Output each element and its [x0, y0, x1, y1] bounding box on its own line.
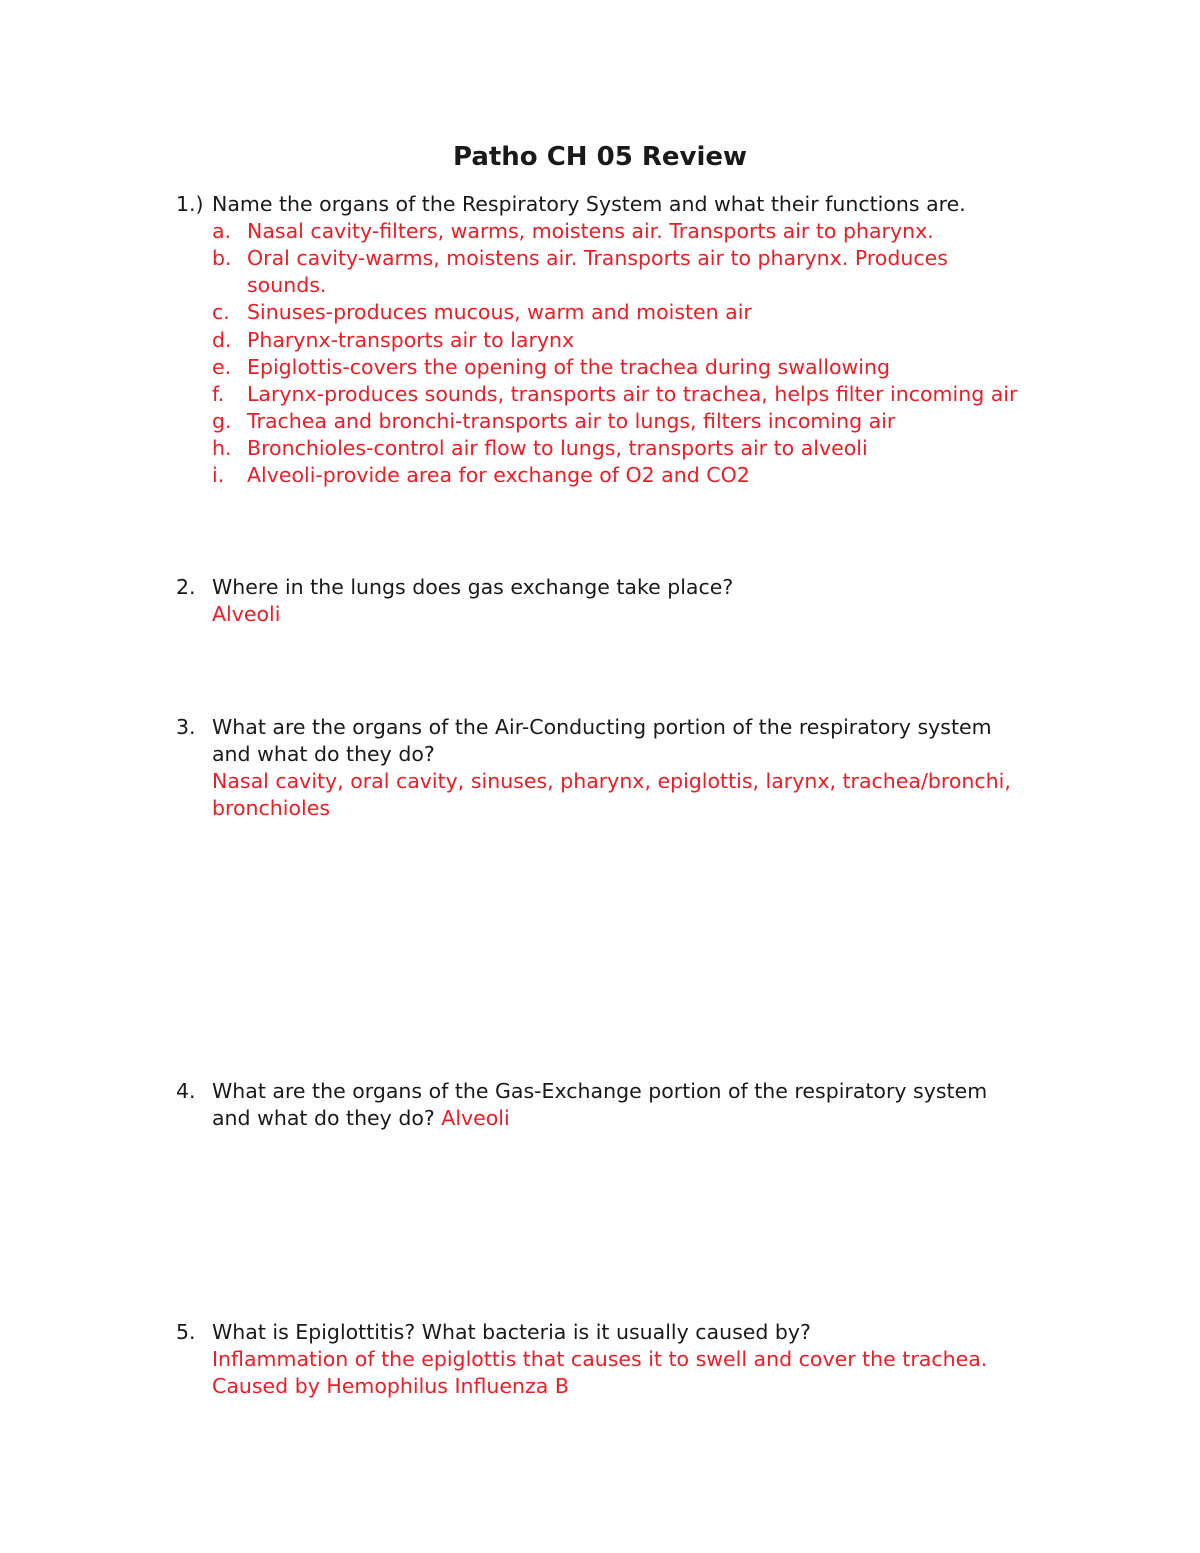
answer-text: Inflammation of the epiglottis that causes it to swell and cover the trachea.: [212, 1347, 988, 1371]
answer-text-continued: Caused by Hemophilus Influenza B: [212, 1374, 569, 1398]
list-marker: i.: [212, 463, 225, 487]
list-marker: h.: [212, 436, 232, 460]
list-marker: b.: [212, 246, 232, 270]
answer-text: Epiglottis-covers the opening of the trachea during swallowing: [247, 355, 890, 379]
answer-text: Pharynx-transports air to larynx: [247, 328, 575, 352]
answer-text: Alveoli-provide area for exchange of O2 and CO2: [247, 463, 750, 487]
question-text-continued: and what do they do?: [212, 1106, 435, 1130]
question-number: 5.: [176, 1320, 196, 1344]
answer-text: Trachea and bronchi-transports air to lungs, filters incoming air: [247, 409, 896, 433]
question-number: 3.: [176, 715, 196, 739]
answer-text: Alveoli: [441, 1106, 510, 1130]
question-text: Where in the lungs does gas exchange take place?: [212, 575, 734, 599]
question-number: 2.: [176, 575, 196, 599]
question-number: 4.: [176, 1079, 196, 1103]
page-title: Patho CH 05 Review: [452, 142, 748, 172]
list-marker: f.: [212, 382, 225, 406]
answer-text: Oral cavity-warms, moistens air. Transports air to pharynx. Produces: [247, 246, 948, 270]
answer-text: Larynx-produces sounds, transports air to trachea, helps filter incoming air: [247, 382, 1018, 406]
question-text: What is Epiglottitis? What bacteria is it usually caused by?: [212, 1320, 811, 1344]
list-marker: a.: [212, 219, 232, 243]
answer-text: Alveoli: [212, 602, 281, 626]
question-text-with-answer: [212, 1105, 510, 1132]
question-text-continued: and what do they do?: [212, 742, 435, 766]
answer-text: Sinuses-produces mucous, warm and moisten air: [247, 300, 752, 324]
list-marker: g.: [212, 409, 232, 433]
answer-text-continued: sounds.: [247, 273, 327, 297]
question-text: Name the organs of the Respiratory System and what their functions are.: [212, 192, 966, 216]
list-marker: c.: [212, 300, 230, 324]
answer-text-continued: bronchioles: [212, 796, 331, 820]
answer-text: Bronchioles-control air flow to lungs, transports air to alveoli: [247, 436, 868, 460]
question-text: What are the organs of the Air-Conducting portion of the respiratory system: [212, 715, 992, 739]
answer-text: Nasal cavity, oral cavity, sinuses, pharynx, epiglottis, larynx, trachea/bronchi,: [212, 769, 1011, 793]
list-marker: d.: [212, 328, 232, 352]
question-number: 1.): [176, 192, 204, 216]
question-text: What are the organs of the Gas-Exchange portion of the respiratory system: [212, 1079, 988, 1103]
answer-text: Nasal cavity-filters, warms, moistens air. Transports air to pharynx.: [247, 219, 934, 243]
list-marker: e.: [212, 355, 232, 379]
